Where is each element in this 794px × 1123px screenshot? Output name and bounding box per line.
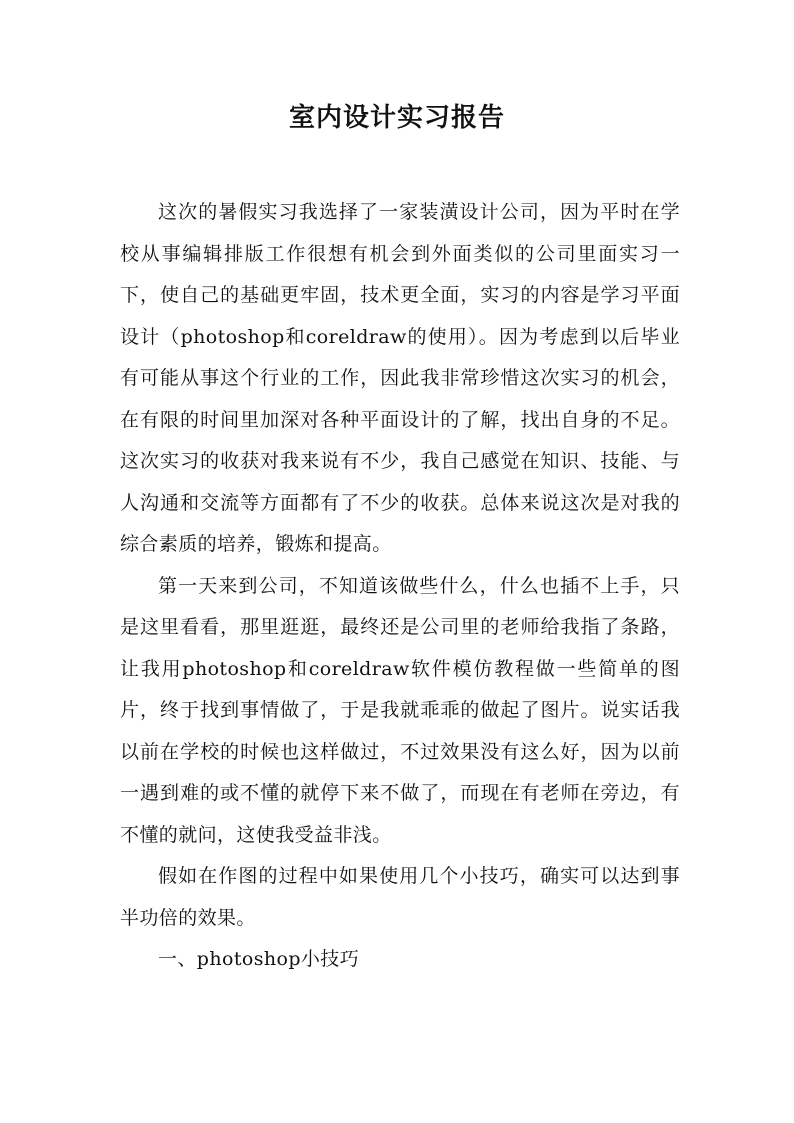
paragraph-internship-intro: 这次的暑假实习我选择了一家装潢设计公司，因为平时在学校从事编辑排版工作很想有机会到外面类似的公司里面实习一下，使自己的基础更牢固，技术更全面，实习的内容是学习平面设计（photoshop和coreldraw的使用）。因为考虑到以后毕业有可能从事这个行业的工作，因此我非常珍惜这次实习的机会，在有限的时间里加深对各种平面设计的了解，找出自身的不足。这次实习的收获对我来说有不少，我自己感觉在知识、技能、与人沟通和交流等方面都有了不少的收获。总体来说这次是对我的综合素质的培养，锻炼和提高。	[120, 201, 680, 555]
document-body	[120, 192, 680, 981]
section-heading-photoshop-tips: 一、photoshop小技巧	[158, 948, 360, 970]
paragraph-tips-intro: 假如在作图的过程中如果使用几个小技巧，确实可以达到事半功倍的效果。	[120, 865, 680, 929]
document-title: 室内设计实习报告	[288, 103, 505, 133]
paragraph-first-day: 第一天来到公司，不知道该做些什么，什么也插不上手，只是这里看看，那里逛逛，最终还是公司里的老师给我指了条路，让我用photoshop和coreldraw软件模仿教程做一些简单的图片，终于找到事情做了，于是我就乖乖的做起了图片。说实话我以前在学校的时候也这样做过，不过效果没有这么好，因为以前一遇到难的或不懂的就停下来不做了，而现在有老师在旁边，有不懂的就问，这使我受益非浅。	[120, 574, 680, 846]
